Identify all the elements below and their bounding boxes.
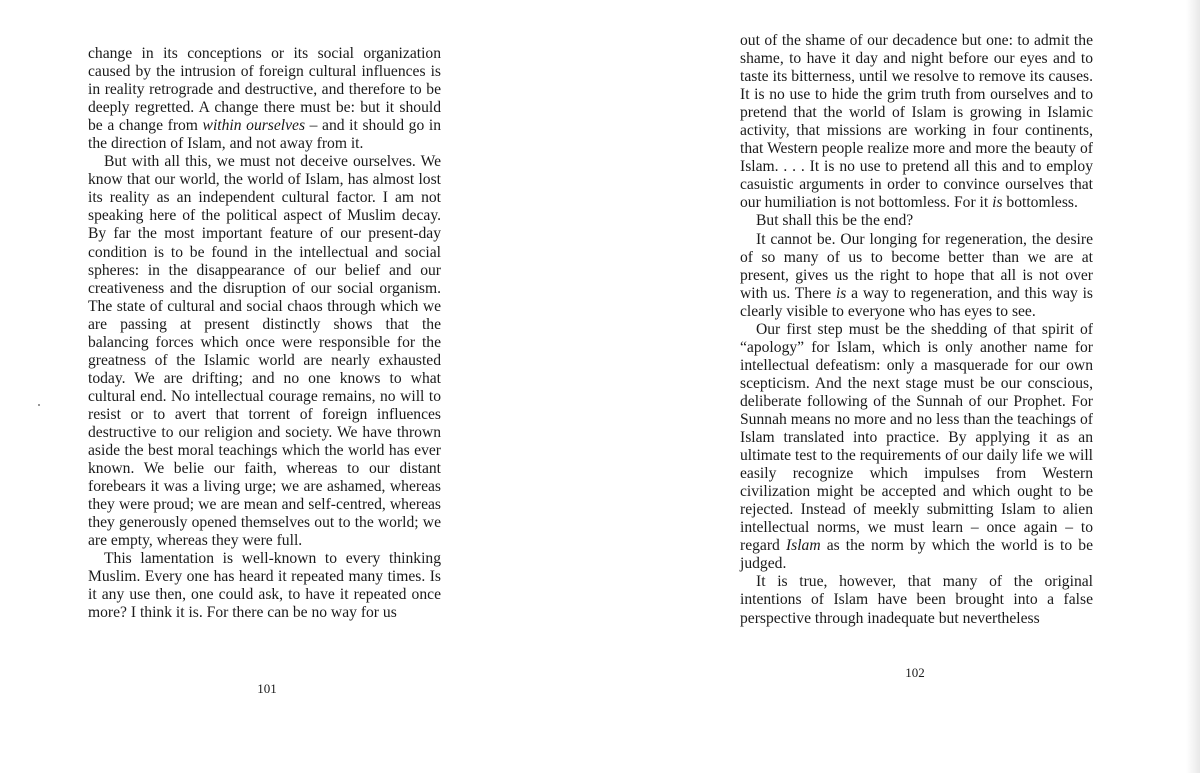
paragraph: But shall this be the end? [756, 212, 914, 230]
paragraph: It cannot be. Our longing for regeneration, the desire of so many of us to become better than we are at present, gives us the right to hope that all is not over with us. There is a way to regeneration, and this way is clearly visible to everyone who has eyes to see. [740, 230, 1093, 320]
paragraph: change in its conceptions or its social organization caused by the intrusion of foreign cultural influences is in reality retrograde and destructive, and therefore to be deeply regretted. A change there must be: but it should be a change from within ourselves – and it should go in the direction of Islam, and not away from it. [88, 45, 441, 153]
paragraph: Our first step must be the shedding of that spirit of “apology” for Islam, which is only another name for intellectual defeatism: only a masquerade for our own scepticism. And the next stage must be our conscious, deliberate following of the Sunnah of our Prophet. For Sunnah means no more and no less than the teachings of Islam translated into practice. By applying it as an ultimate test to the requirements of our daily life we will easily recognize which impulses from Western civilization might be accepted and which ought to be rejected. Instead of meekly submitting Islam to alien intellectual norms, we must learn – once again – to regard Islam as the norm by which the world is to be judged. [740, 320, 1093, 573]
right-page [600, 0, 1200, 773]
page-number: 101 [257, 681, 277, 696]
paragraph: out of the shame of our decadence but one: to admit the shame, to have it day and night before our eyes and to taste its bitterness, until we resolve to remove its causes. It is no use to hide the grim truth from ourselves and to pretend that the world of Islam is growing in Islamic activity, that missions are working in four continents, that Western people realize more and more the beauty of Islam. . . . It is no use to pretend all this and to employ casuistic arguments in order to convince ourselves that our humiliation is not bottomless. For it is bottomless. [740, 32, 1093, 212]
page-number: 102 [905, 665, 925, 680]
page-edge-shadow [1186, 0, 1200, 773]
left-page-text [88, 45, 441, 623]
right-page-text [740, 32, 1093, 628]
paragraph: But with all this, we must not deceive ourselves. We know that our world, the world of Islam, has almost lost its reality as an independent cultural factor. I am not speaking here of the political aspect of Muslim decay. By far the most important feature of our present-day condition is to be found in the intellectual and social spheres: in the disappearance of our belief and our creativeness and the disruption of our social organism. The state of cultural and social chaos through which we are passing at present distinctly shows that the balancing forces which once were responsible for the greatness of the Islamic world are nearly exhausted today. We are drifting; and no one knows to what cultural end. No intellectual courage remains, no will to resist or to avert that torrent of foreign influences destructive to our religion and society. We have thrown aside the best moral teachings which the world has ever known. We belie our faith, whereas to our distant forebears it was a living urge; we are ashamed, whereas they were proud; we are mean and self-centred, whereas they generously opened themselves out to the world; we are empty, whereas they were full. [88, 153, 441, 550]
paragraph: This lamentation is well-known to every thinking Muslim. Every one has heard it repeated many times. Is it any use then, one could ask, to have it repeated once more? I think it is. For there can be no way for us [88, 550, 441, 622]
paragraph: It is true, however, that many of the original intentions of Islam have been brought into a false perspective through inadequate but nevertheless [740, 573, 1093, 627]
paper-speck [38, 404, 40, 406]
